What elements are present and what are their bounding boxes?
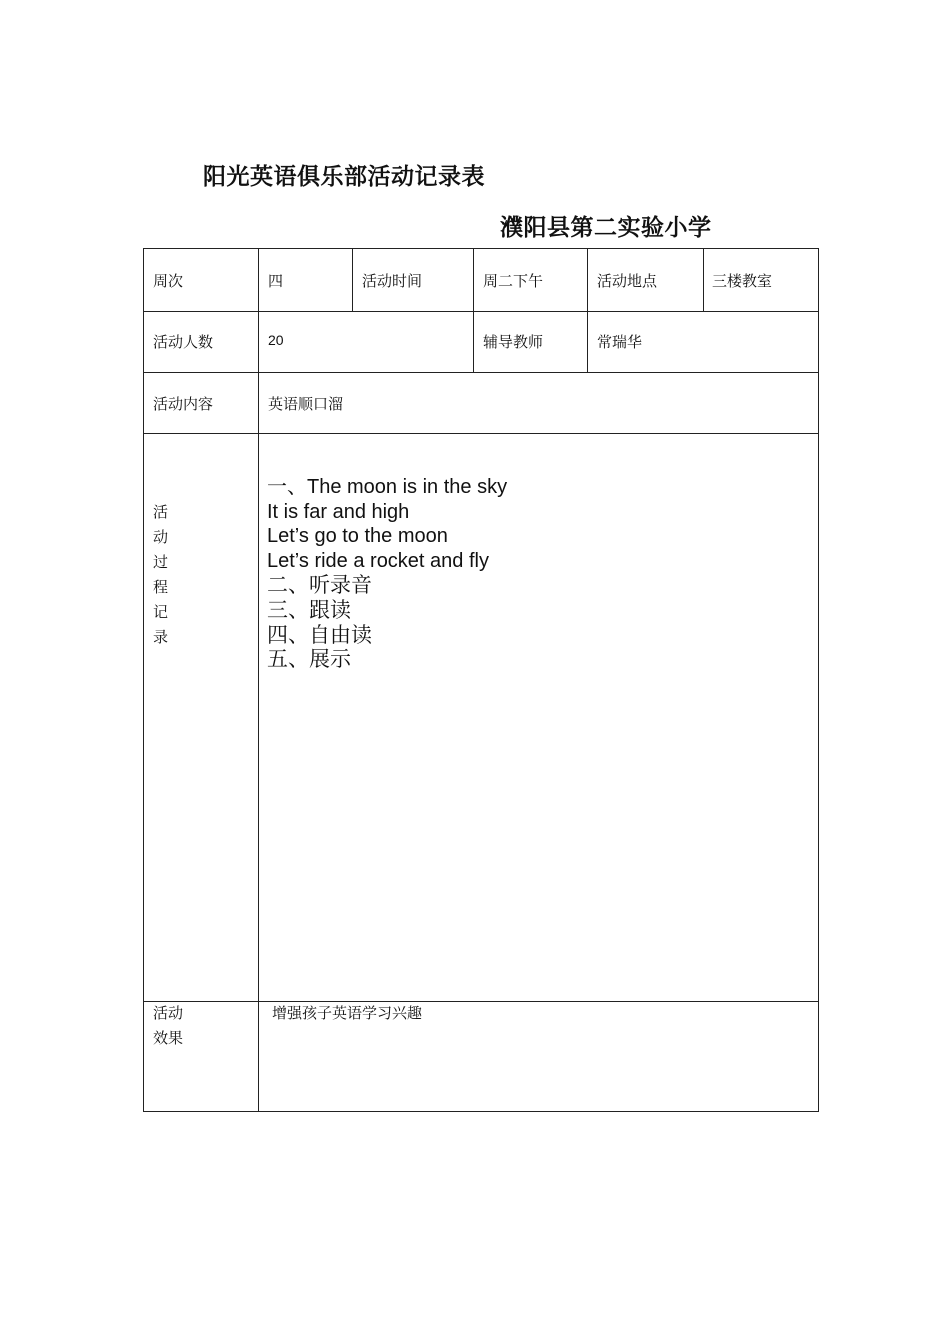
process-line: 五、展示 bbox=[267, 647, 351, 672]
process-line: Let’s go to the moon bbox=[267, 525, 448, 548]
column-divider bbox=[352, 248, 353, 311]
process-label-char: 记 bbox=[153, 603, 169, 621]
week-value: 四 bbox=[268, 272, 284, 290]
effect-label-line: 活动 bbox=[153, 1004, 184, 1022]
process-label-char: 程 bbox=[153, 578, 169, 596]
time-label: 活动时间 bbox=[362, 272, 423, 290]
effect-value: 增强孩子英语学习兴趣 bbox=[272, 1004, 423, 1022]
content-label: 活动内容 bbox=[153, 395, 214, 413]
process-label bbox=[153, 500, 173, 650]
content-value: 英语顺口溜 bbox=[268, 395, 344, 413]
time-value: 周二下午 bbox=[483, 272, 544, 290]
column-divider bbox=[703, 248, 704, 311]
activity-record-table bbox=[143, 248, 819, 1112]
count-label: 活动人数 bbox=[153, 333, 214, 351]
process-label-char: 动 bbox=[153, 528, 169, 546]
process-content bbox=[267, 475, 507, 672]
teacher-value: 常瑞华 bbox=[597, 333, 643, 351]
process-line: 二、听录音 bbox=[267, 573, 372, 598]
column-divider bbox=[587, 248, 588, 372]
column-divider bbox=[258, 248, 259, 1112]
process-label-char: 录 bbox=[153, 628, 169, 646]
process-label-char: 活 bbox=[153, 503, 169, 521]
count-value: 20 bbox=[268, 332, 284, 348]
process-line: Let’s ride a rocket and fly bbox=[267, 549, 489, 572]
row-divider bbox=[143, 433, 819, 434]
column-divider bbox=[473, 248, 474, 372]
document-title: 阳光英语俱乐部活动记录表 bbox=[203, 163, 485, 190]
process-line: 三、跟读 bbox=[267, 597, 351, 622]
effect-label-line: 效果 bbox=[153, 1029, 184, 1047]
table-frame bbox=[143, 248, 819, 1112]
row-divider bbox=[143, 311, 819, 312]
place-label: 活动地点 bbox=[597, 272, 658, 290]
process-line: 四、自由读 bbox=[267, 622, 372, 647]
week-label: 周次 bbox=[153, 272, 184, 290]
teacher-label: 辅导教师 bbox=[483, 333, 544, 351]
school-name: 濮阳县第二实验小学 bbox=[500, 214, 712, 241]
row-divider bbox=[143, 372, 819, 373]
process-label-char: 过 bbox=[153, 553, 169, 571]
process-line: It is far and high bbox=[267, 500, 410, 523]
effect-label bbox=[153, 1001, 183, 1051]
place-value: 三楼教室 bbox=[712, 272, 773, 290]
row-divider bbox=[143, 1001, 819, 1002]
process-line: 一、The moon is in the sky bbox=[267, 476, 508, 498]
